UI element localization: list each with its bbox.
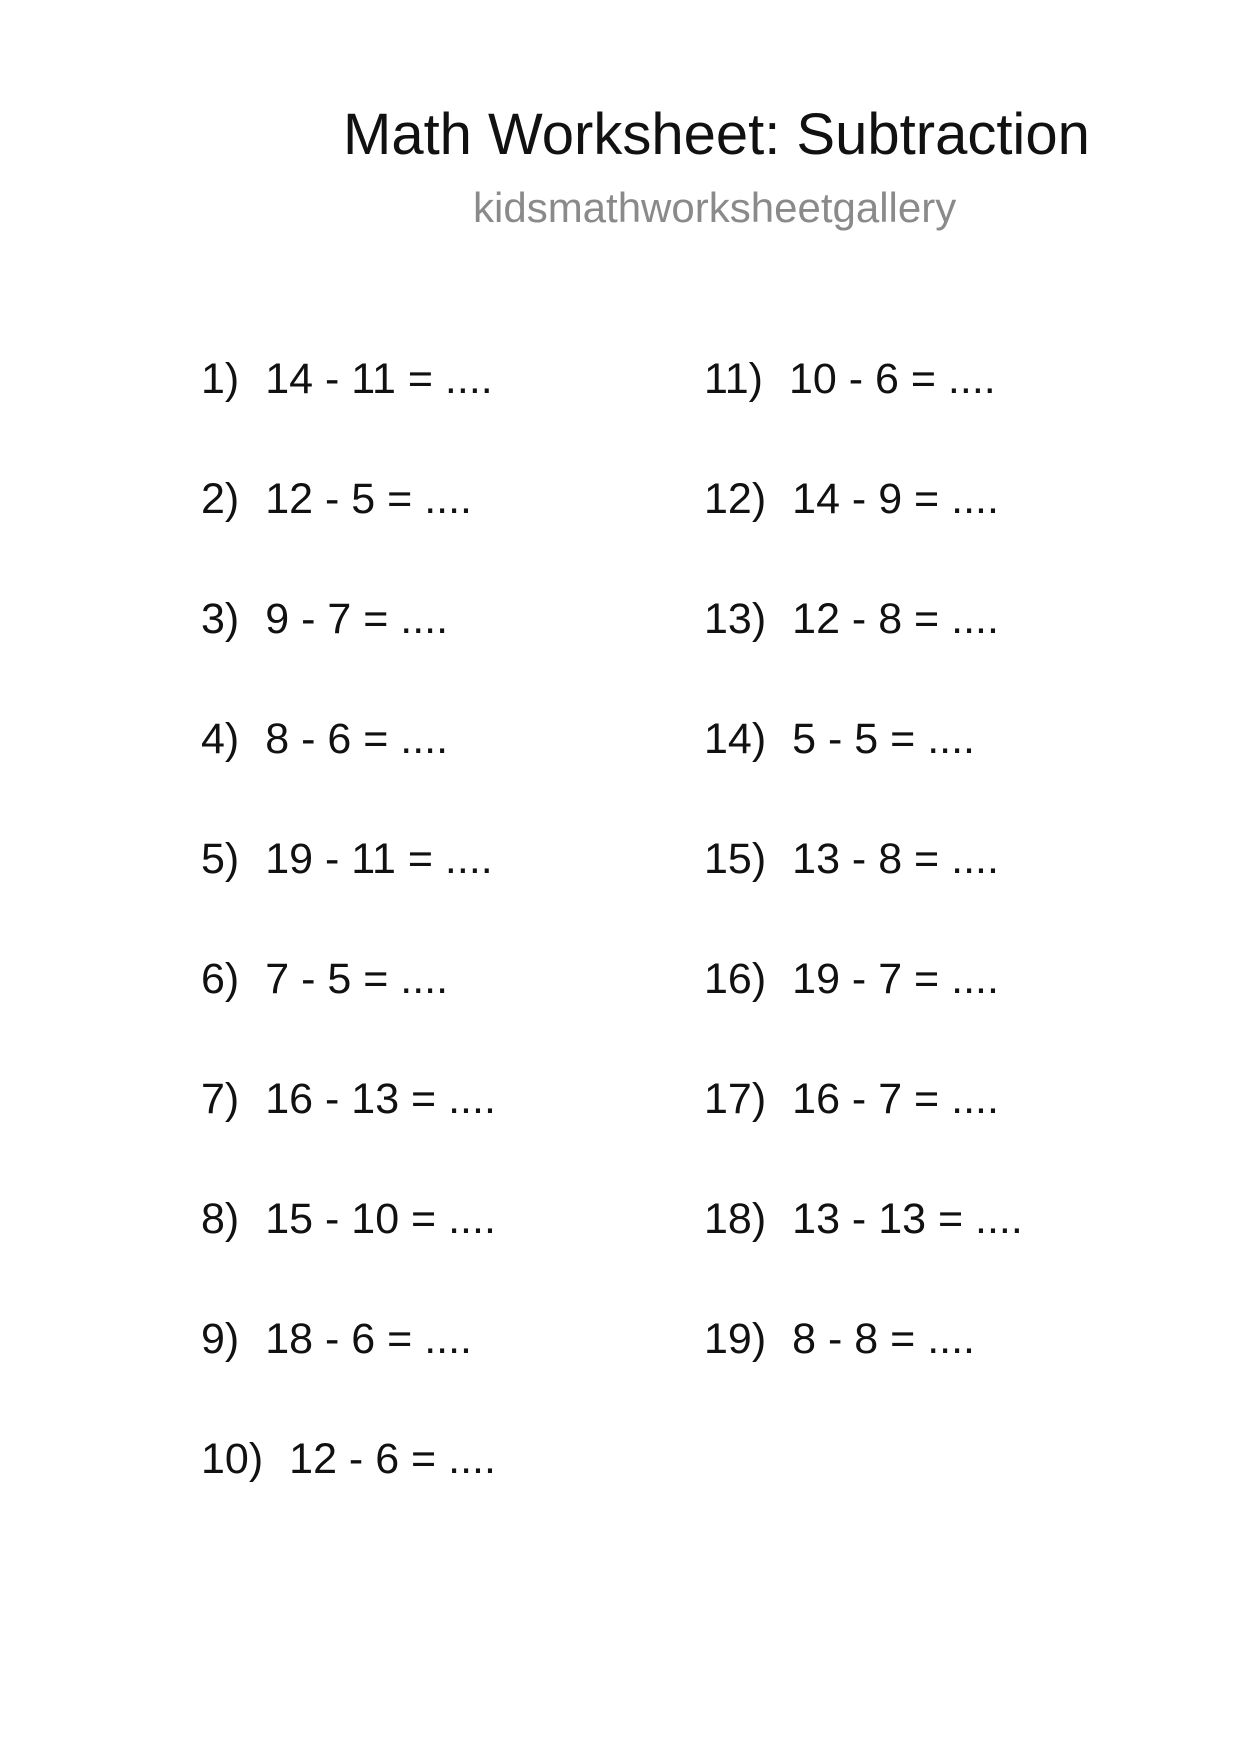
problem-expression: 7 - 5 = .... bbox=[265, 955, 449, 1003]
problem-expression: 8 - 6 = .... bbox=[265, 715, 449, 763]
problem-number: 8) bbox=[201, 1195, 240, 1243]
problem-item bbox=[704, 469, 1023, 589]
problem-expression: 19 - 7 = .... bbox=[792, 955, 999, 1003]
problem-expression: 14 - 9 = .... bbox=[792, 475, 999, 523]
problem-item bbox=[201, 1429, 496, 1549]
problem-number: 13) bbox=[704, 595, 767, 643]
problem-expression: 12 - 6 = .... bbox=[289, 1435, 496, 1483]
problem-item bbox=[704, 589, 1023, 709]
problem-expression: 16 - 13 = .... bbox=[265, 1075, 496, 1123]
page-subtitle: kidsmathworksheetgallery bbox=[473, 184, 957, 231]
problem-number: 1) bbox=[201, 355, 240, 403]
problem-number: 2) bbox=[201, 475, 240, 523]
problem-expression: 13 - 13 = .... bbox=[792, 1195, 1023, 1243]
problem-number: 9) bbox=[201, 1315, 240, 1363]
problem-list-right bbox=[704, 349, 1023, 1429]
problem-expression: 12 - 5 = .... bbox=[265, 475, 472, 523]
problem-number: 18) bbox=[704, 1195, 767, 1243]
problem-item bbox=[201, 949, 496, 1069]
problem-item bbox=[704, 1309, 1023, 1429]
problem-item bbox=[201, 1069, 496, 1189]
problem-expression: 15 - 10 = .... bbox=[265, 1195, 496, 1243]
problem-item bbox=[704, 829, 1023, 949]
problem-number: 11) bbox=[704, 355, 763, 403]
problem-number: 15) bbox=[704, 835, 767, 883]
problem-expression: 8 - 8 = .... bbox=[792, 1315, 975, 1363]
problem-number: 3) bbox=[201, 595, 240, 643]
problem-number: 14) bbox=[704, 715, 767, 763]
problem-item bbox=[201, 709, 496, 829]
problem-item bbox=[201, 829, 496, 949]
problem-item bbox=[704, 709, 1023, 829]
problem-expression: 13 - 8 = .... bbox=[792, 835, 999, 883]
problem-item bbox=[201, 1189, 496, 1309]
problem-number: 5) bbox=[201, 835, 240, 883]
problem-number: 6) bbox=[201, 955, 240, 1003]
problem-number: 16) bbox=[704, 955, 767, 1003]
problem-item bbox=[201, 1309, 496, 1429]
problem-expression: 18 - 6 = .... bbox=[265, 1315, 472, 1363]
problem-expression: 10 - 6 = .... bbox=[788, 355, 996, 403]
problem-number: 12) bbox=[704, 475, 767, 523]
problem-item bbox=[704, 349, 1023, 469]
problem-expression: 19 - 11 = .... bbox=[265, 835, 493, 883]
page-title: Math Worksheet: Subtraction bbox=[343, 102, 1090, 167]
problem-item bbox=[201, 589, 496, 709]
problem-number: 19) bbox=[704, 1315, 767, 1363]
problem-item bbox=[201, 469, 496, 589]
problem-item bbox=[704, 1069, 1023, 1189]
problem-number: 7) bbox=[201, 1075, 240, 1123]
problem-expression: 5 - 5 = .... bbox=[792, 715, 975, 763]
problem-number: 4) bbox=[201, 715, 240, 763]
problem-number: 17) bbox=[704, 1075, 767, 1123]
problem-item bbox=[704, 949, 1023, 1069]
problem-expression: 14 - 11 = .... bbox=[265, 355, 493, 403]
problem-item bbox=[704, 1189, 1023, 1309]
problem-item bbox=[201, 349, 496, 469]
problem-list-left bbox=[201, 349, 496, 1549]
problem-number: 10) bbox=[201, 1435, 264, 1483]
problem-expression: 16 - 7 = .... bbox=[792, 1075, 999, 1123]
problem-expression: 12 - 8 = .... bbox=[792, 595, 999, 643]
problem-expression: 9 - 7 = .... bbox=[265, 595, 449, 643]
